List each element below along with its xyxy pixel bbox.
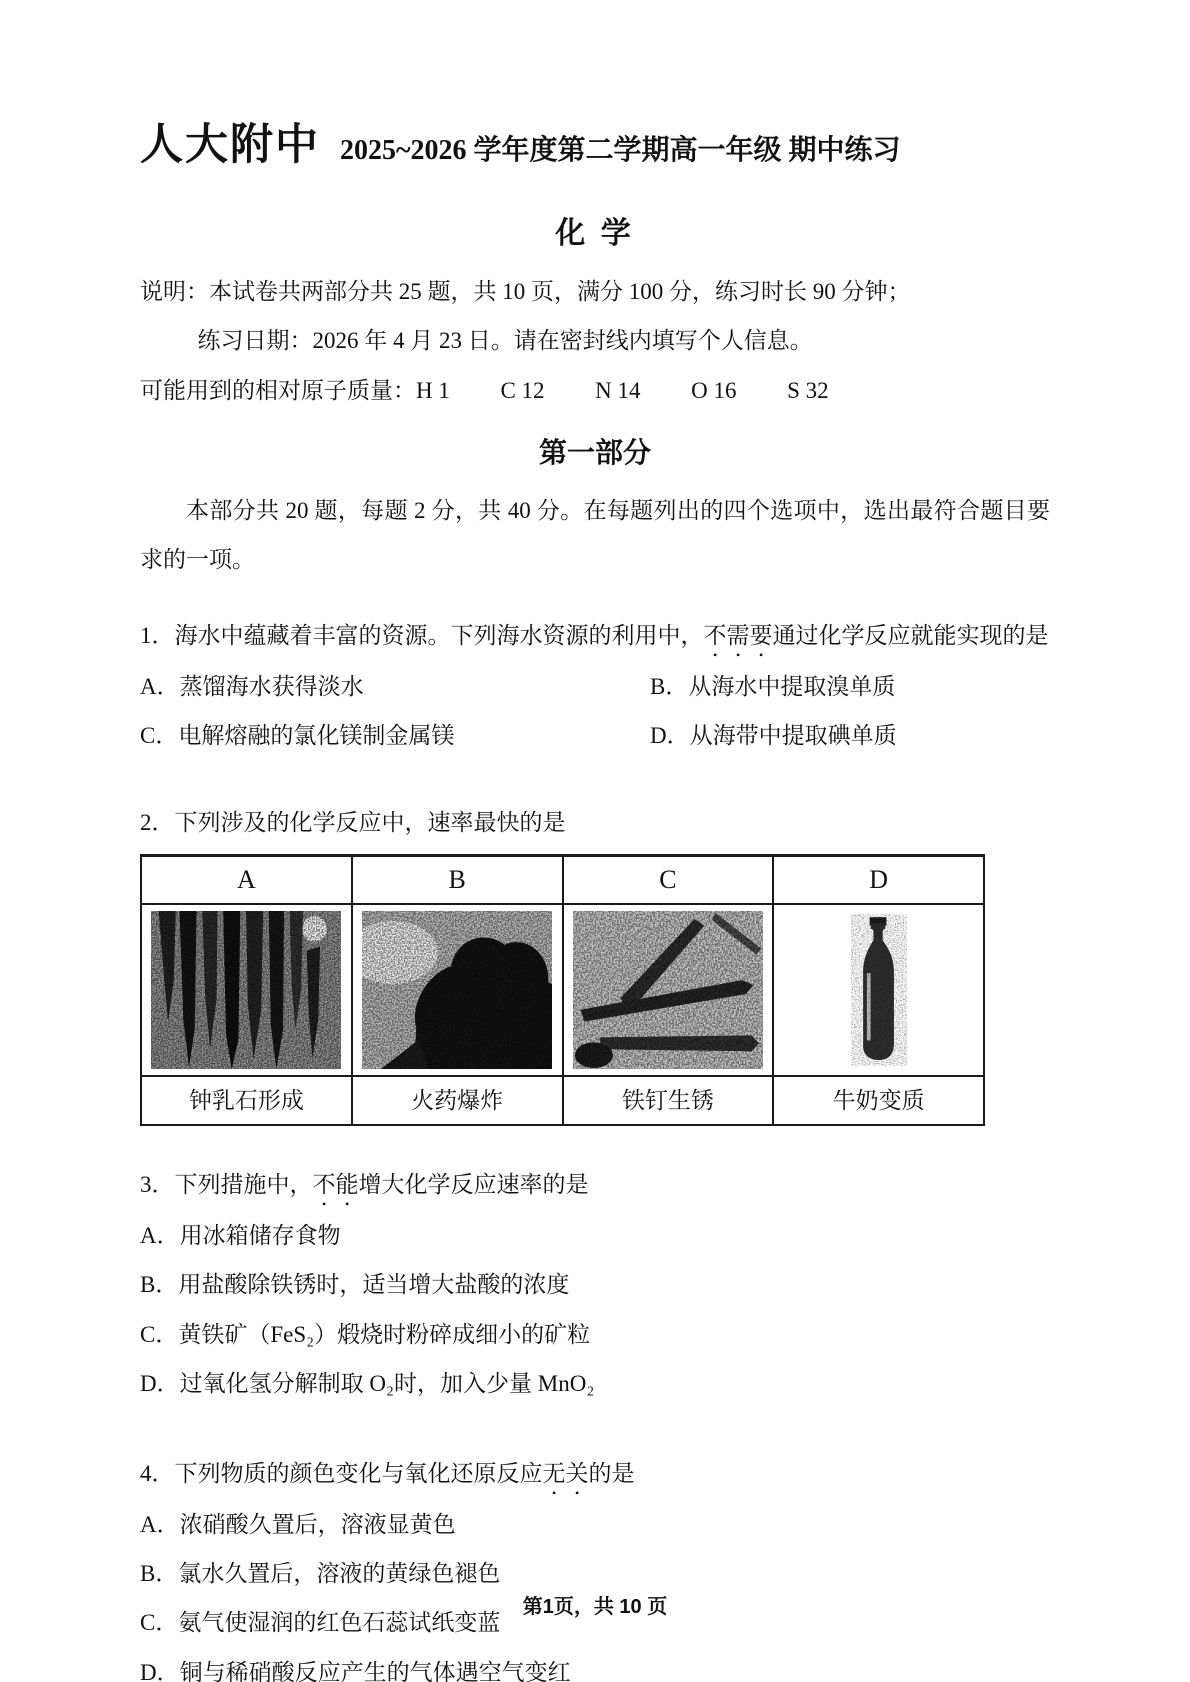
part1-intro: 本部分共 20 题，每题 2 分，共 40 分。在每题列出的四个选项中，选出最符合题目要求的一项。 <box>140 497 1050 573</box>
option-text: 电解熔融的氯化镁制金属镁 <box>178 722 455 748</box>
option-d <box>140 1648 1050 1682</box>
question-2-stem <box>140 798 1050 847</box>
option-label: C． <box>140 722 179 748</box>
option-a <box>140 1500 1050 1549</box>
table-header-row <box>141 855 984 904</box>
title-row <box>140 100 1050 192</box>
school-name: 人大附中 <box>140 122 320 169</box>
option-text: 铜与稀硝酸反应产生的气体遇空气变红 <box>179 1659 571 1682</box>
question-number: 2． <box>140 810 175 836</box>
table-header-cell: B <box>352 855 563 904</box>
option-a <box>140 1211 1050 1260</box>
table-header-cell: A <box>141 855 352 904</box>
stem-text: 下列措施中， <box>174 1171 313 1197</box>
stem-text: 海水中蕴藏着丰富的资源。下列海水资源的利用中， <box>174 622 704 648</box>
stem-text: 增大化学反应速率的是 <box>358 1171 589 1197</box>
option-label: D． <box>650 722 690 748</box>
photo-cell <box>352 904 563 1076</box>
option-label: D． <box>140 1371 180 1397</box>
page-indicator: 第1页，共 10 页 <box>522 1595 668 1618</box>
instructions-line-2: 练习日期：2026 年 4 月 23 日。请在密封线内填写个人信息。 <box>197 328 813 354</box>
caption-cell: 铁钉生锈 <box>563 1076 774 1125</box>
option-label: C． <box>140 1321 179 1347</box>
option-text: 氯水久置后，溶液的黄绿色褪色 <box>178 1561 501 1587</box>
question-4 <box>140 1449 1050 1682</box>
option-label: B． <box>140 1561 179 1587</box>
question-number: 1． <box>140 622 175 648</box>
option-label: A． <box>140 1511 180 1537</box>
option-text: 从海带中提取碘单质 <box>689 722 897 748</box>
rusty-nails-photo <box>573 911 763 1069</box>
option-text: 黄铁矿（FeS₂）煅烧时粉碎成细小的矿粒 <box>178 1321 591 1347</box>
option-text: 用盐酸除铁锈时，适当增大盐酸的浓度 <box>178 1272 570 1298</box>
exam-header <box>140 100 1050 267</box>
option-b <box>650 662 1050 711</box>
atomic-mass-S: S 32 <box>787 377 829 403</box>
page-footer <box>0 1581 1190 1630</box>
option-label: C． <box>140 1610 179 1636</box>
photo-cell <box>773 904 984 1076</box>
question-2 <box>140 798 1050 1125</box>
atomic-mass-C: C 12 <box>500 377 545 403</box>
atomic-mass-line <box>140 366 1050 415</box>
option-label: A． <box>140 673 180 699</box>
question-3-stem <box>140 1160 1050 1211</box>
option-text: 过氧化氢分解制取 O₂时，加入少量 MnO₂ <box>179 1371 595 1397</box>
milk-bottle-photo <box>851 914 907 1066</box>
question-4-stem <box>140 1449 1050 1500</box>
stem-text: 下列涉及的化学反应中，速率最快的是 <box>174 810 566 836</box>
question-1-stem <box>140 611 1050 662</box>
instructions-line-1: 说明：本试卷共两部分共 25 题，共 10 页，满分 100 分，练习时长 90 分钟； <box>140 278 911 304</box>
option-label: B． <box>650 673 689 699</box>
stem-text: 的是 <box>588 1460 635 1486</box>
option-text: 氨气使湿润的红色石蕊试纸变蓝 <box>178 1610 501 1636</box>
question-1-options <box>140 662 1050 761</box>
option-d <box>140 1359 1050 1408</box>
caption-cell: 火药爆炸 <box>352 1076 563 1125</box>
photo-cell <box>141 904 352 1076</box>
option-c <box>140 1310 1050 1359</box>
question-3-options <box>140 1211 1050 1409</box>
stem-text: 通过化学反应就能实现的是 <box>772 622 1049 648</box>
atomic-mass-O: O 16 <box>691 377 737 403</box>
stem-text: 下列物质的颜色变化与氧化还原反应 <box>174 1460 543 1486</box>
exam-title: 2025~2026 学年度第二学期高一年级 期中练习 <box>340 135 901 166</box>
option-b <box>140 1260 1050 1309</box>
option-text: 浓硝酸久置后，溶液显黄色 <box>179 1511 456 1537</box>
stem-emphasized-text: 不能 <box>312 1171 359 1197</box>
table-header-cell: D <box>773 855 984 904</box>
option-text: 用冰箱储存食物 <box>179 1222 341 1248</box>
part1-title: 第一部分 <box>538 438 651 470</box>
caption-cell: 牛奶变质 <box>773 1076 984 1125</box>
question-1 <box>140 611 1050 761</box>
stem-emphasized-text: 不需要 <box>703 622 773 648</box>
subject-title: 化 学 <box>555 217 635 251</box>
option-c <box>140 711 650 760</box>
stalactite-photo <box>151 911 341 1069</box>
option-text: 蒸馏海水获得淡水 <box>179 673 364 699</box>
option-d <box>650 711 1050 760</box>
option-a <box>140 662 650 711</box>
option-label: A． <box>140 1222 180 1248</box>
gunpowder-explosion-photo <box>362 911 552 1069</box>
photo-cell <box>563 904 774 1076</box>
stem-emphasized-text: 无关 <box>542 1460 589 1486</box>
option-label: D． <box>140 1659 180 1682</box>
atomic-mass-H: H 1 <box>416 377 450 403</box>
question-3 <box>140 1160 1050 1409</box>
option-text: 从海水中提取溴单质 <box>688 673 896 699</box>
table-header-cell: C <box>563 855 774 904</box>
atomic-mass-N: N 14 <box>595 377 641 403</box>
question-number: 3． <box>140 1171 175 1197</box>
atomic-mass-label: 可能用到的相对原子质量： <box>140 377 416 403</box>
option-label: B． <box>140 1272 179 1298</box>
question-number: 4． <box>140 1460 175 1486</box>
table-photo-row <box>141 904 984 1076</box>
table-caption-row <box>141 1076 984 1125</box>
caption-cell: 钟乳石形成 <box>141 1076 352 1125</box>
q2-photo-table <box>140 854 985 1126</box>
